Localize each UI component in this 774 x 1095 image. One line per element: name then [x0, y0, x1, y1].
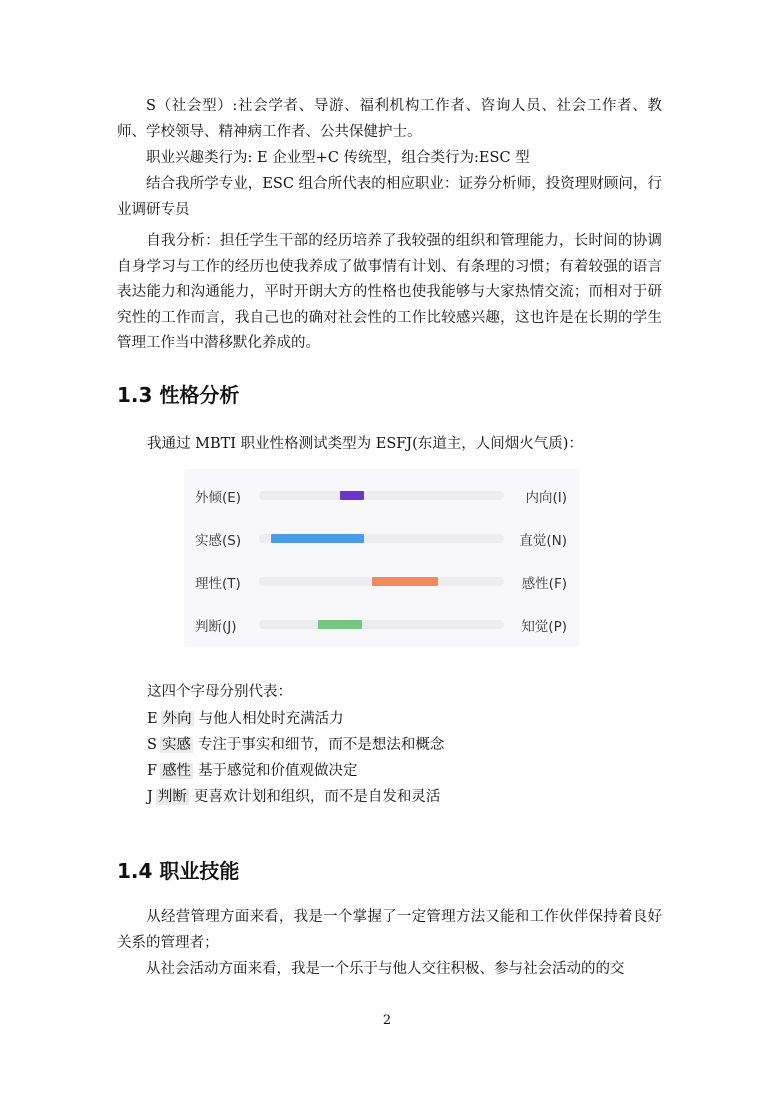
paragraph-social-activity: 从社会活动方面来看，我是一个乐于与他人交往积极、参与社会活动的的交	[146, 961, 625, 977]
letter-code: S	[147, 737, 157, 753]
mbti-row	[184, 529, 579, 549]
mbti-left-label: 外倾(E)	[195, 490, 242, 506]
letter-description: 基于感觉和价值观做决定	[198, 763, 358, 779]
paragraph-career-match: 结合我所学专业，ESC 组合所代表的相应职业：证券分析师，投资理财顾问，行业调研专员	[117, 176, 662, 218]
paragraph-self-analysis: 自我分析：担任学生干部的经历培养了我较强的组织和管理能力，长时间的协调自身学习与工作的经历也使我养成了做事情有计划、有条理的习惯；有着较强的语言表达能力和沟通能力，平时开朗大方的性格也使我能够与大家热情交流；而相对于研究性的工作而言，我自己也的确对社会性的工作比较感兴趣，这也许是在长期的学生管理工作当中潜移默化养成的。	[117, 233, 662, 351]
mbti-row	[184, 615, 579, 635]
letter-description: 与他人相处时充满活力	[198, 711, 344, 727]
letter-item	[147, 733, 444, 754]
mbti-track	[259, 534, 504, 543]
paragraph-management: 从经营管理方面来看，我是一个掌握了一定管理方法又能和工作伙伴保持着良好关系的管理者；	[117, 909, 662, 951]
letter-tag: 判断	[157, 789, 187, 805]
letter-item	[147, 707, 344, 728]
letter-code: F	[147, 763, 158, 779]
letters-intro: 这四个字母分别代表：	[147, 684, 292, 700]
mbti-bar	[271, 534, 364, 543]
page-number: 2	[382, 1013, 392, 1028]
letter-description: 专注于事实和细节，而不是想法和概念	[197, 737, 445, 753]
mbti-chart	[184, 469, 579, 647]
mbti-right-label: 直觉(N)	[519, 533, 567, 549]
mbti-bar	[318, 620, 362, 629]
paragraph-social-type: S（社会型）:社会学者、导游、福利机构工作者、咨询人员、社会工作者、教师、学校领导、精神病工作者、公共保健护士。	[117, 98, 662, 140]
mbti-track	[259, 577, 504, 586]
letter-description: 更喜欢计划和组织，而不是自发和灵活	[193, 789, 441, 805]
mbti-row	[184, 572, 579, 592]
section-heading-personality: 1.3 性格分析	[117, 383, 240, 407]
paragraph-interest-type: 职业兴趣类行为: E 企业型+C 传统型，组合类行为:ESC 型	[146, 150, 530, 166]
letter-item	[147, 759, 358, 780]
letter-code: J	[147, 789, 153, 805]
letter-tag: 外向	[162, 711, 192, 727]
mbti-right-label: 知觉(P)	[521, 619, 567, 635]
mbti-right-label: 感性(F)	[521, 576, 567, 592]
mbti-left-label: 理性(T)	[195, 576, 241, 592]
mbti-bar	[340, 491, 365, 500]
letter-tag: 实感	[161, 737, 191, 753]
section-heading-skills: 1.4 职业技能	[117, 859, 240, 883]
letter-code: E	[147, 711, 158, 727]
mbti-track	[259, 620, 504, 629]
mbti-intro: 我通过 MBTI 职业性格测试类型为 ESFJ(东道主，人间烟火气质)：	[147, 436, 583, 452]
mbti-row	[184, 486, 579, 506]
mbti-left-label: 判断(J)	[195, 619, 237, 635]
mbti-bar	[372, 577, 438, 586]
letter-item	[147, 785, 440, 806]
mbti-right-label: 内向(I)	[525, 490, 567, 506]
mbti-track	[259, 491, 504, 500]
mbti-left-label: 实感(S)	[195, 533, 242, 549]
letter-tag: 感性	[162, 763, 192, 779]
